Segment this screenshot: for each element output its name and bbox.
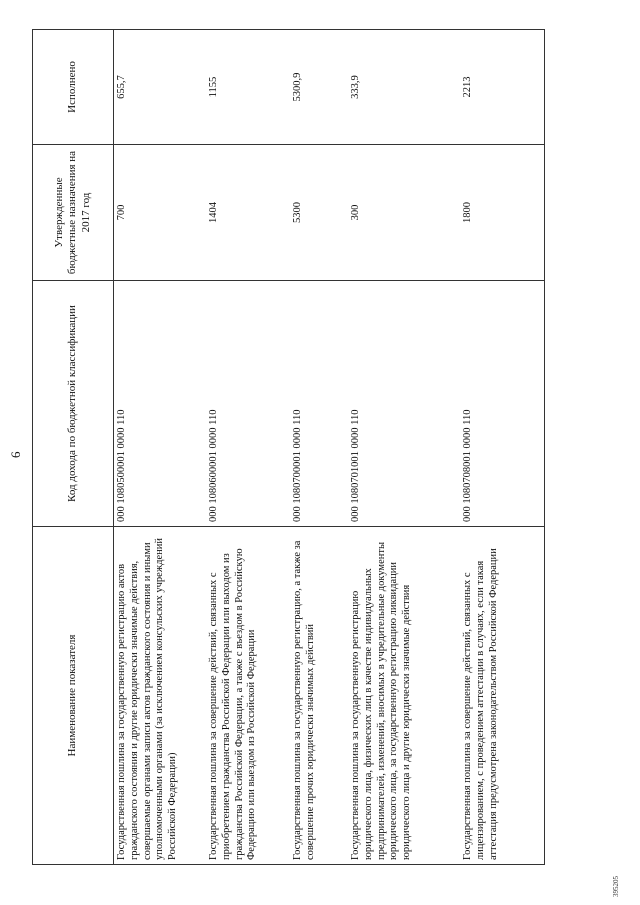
row-code: 000 1080708001 0000 110 (460, 281, 545, 527)
table-row (114, 30, 207, 865)
budget-table (32, 29, 545, 865)
row-code: 000 1080500001 0000 110 (114, 281, 207, 527)
row-approved: 1800 (460, 145, 545, 281)
row-approved: 1404 (206, 145, 290, 281)
row-name: Государственная пошлина за совершение действий, связанных с приобретением гражданства Российской Федерации или выходом из гражданства Российской Федерации, а также с въездом в Российскую Федерацию или выездом из Российской Федерации (206, 527, 290, 865)
table-header-row (33, 30, 114, 865)
row-code: 000 1080701001 0000 110 (348, 281, 460, 527)
row-name: Государственная пошлина за государственную регистрацию юридического лица, физических лиц в качестве индивидуальных предпринимателей, изменений, вносимых в учредительные документы юридического лица, за государственную регистрацию ликвидации юридического лица и другие юридически значимые действия (348, 527, 460, 865)
row-executed: 333,9 (348, 30, 460, 145)
header-executed: Исполнено (33, 30, 114, 145)
header-code: Код дохода по бюджетной классификации (33, 281, 114, 527)
row-approved: 5300 (290, 145, 348, 281)
table-row (460, 30, 545, 865)
row-code: 000 1080600001 0000 110 (206, 281, 290, 527)
header-name: Наименование показателя (33, 527, 114, 865)
row-approved: 300 (348, 145, 460, 281)
table-row (206, 30, 290, 865)
row-approved: 700 (114, 145, 207, 281)
table-row (290, 30, 348, 865)
row-code: 000 1080700001 0000 110 (290, 281, 348, 527)
row-executed: 1155 (206, 30, 290, 145)
table-row (348, 30, 460, 865)
header-approved: Утвержденные бюджетные назначения на 2017 год (33, 145, 114, 281)
row-executed: 655,7 (114, 30, 207, 145)
document-id: 395205 (612, 876, 620, 897)
page-number: 6 (8, 451, 23, 458)
row-name: Государственная пошлина за совершение действий, связанных с лицензированием, с проведением аттестации в случаях, если такая аттестация предусмотрена законодательством Российской Федерации (460, 527, 545, 865)
row-executed: 5300,9 (290, 30, 348, 145)
row-name: Государственная пошлина за государственную регистрацию, а также за совершение прочих юридически значимых действий (290, 527, 348, 865)
row-name: Государственная пошлина за государственную регистрацию актов гражданского состояния и другие юридически значимые действия, совершаемые органами записи актов гражданского состояния и иными уполномоченными органами (за исключением консульских учреждений Российской Федерации) (114, 527, 207, 865)
row-executed: 2213 (460, 30, 545, 145)
